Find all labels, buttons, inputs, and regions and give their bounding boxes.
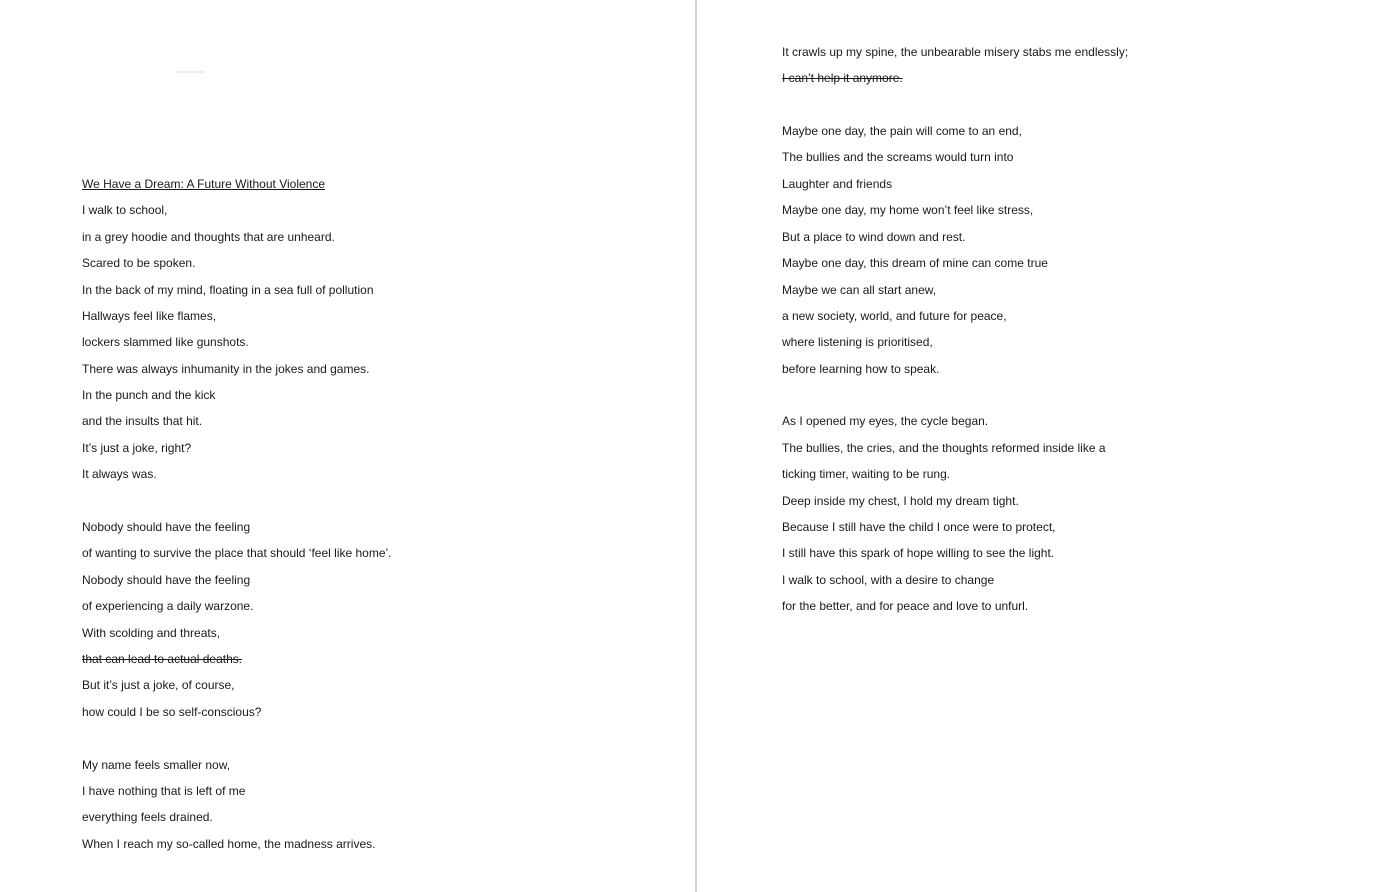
poem-line: With scolding and threats,: [82, 626, 221, 640]
poem-line: The bullies and the screams would turn into: [782, 150, 1014, 164]
poem-line: There was always inhumanity in the jokes and games.: [82, 362, 370, 376]
poem-line: My name feels smaller now,: [82, 758, 231, 772]
poem-line: Hallways feel like flames,: [82, 309, 217, 323]
poem-title: We Have a Dream: A Future Without Violence: [82, 177, 326, 191]
poem-line: Because I still have the child I once were to protect,: [782, 520, 1056, 534]
poem-line: When I reach my so-called home, the madness arrives.: [82, 837, 376, 851]
poem-line: in a grey hoodie and thoughts that are unheard.: [82, 230, 335, 244]
poem-line: lockers slammed like gunshots.: [82, 335, 249, 349]
poem-line: how could I be so self-conscious?: [82, 705, 262, 719]
poem-line: It’s just a joke, right?: [82, 441, 192, 455]
poem-line: But it’s just a joke, of course,: [82, 678, 235, 692]
poem-line: Maybe one day, my home won’t feel like stress,: [782, 203, 1034, 217]
poem-line-struck: that can lead to actual deaths.: [82, 652, 243, 666]
poem-line: of wanting to survive the place that should ‘feel like home’.: [82, 546, 392, 560]
poem-line: I have nothing that is left of me: [82, 784, 246, 798]
poem-line: It always was.: [82, 467, 157, 481]
poem-line: of experiencing a daily warzone.: [82, 599, 254, 613]
poem-line: before learning how to speak.: [782, 362, 940, 376]
poem-line: It crawls up my spine, the unbearable misery stabs me endlessly;: [782, 45, 1129, 59]
poem-line: and the insults that hit.: [82, 414, 203, 428]
poem-line: I walk to school,: [82, 203, 168, 217]
poem-line: As I opened my eyes, the cycle began.: [782, 414, 989, 428]
poem-line: everything feels drained.: [82, 810, 213, 824]
poem-line: The bullies, the cries, and the thoughts reformed inside like a: [782, 441, 1106, 455]
poem-line: Nobody should have the feeling: [82, 573, 251, 587]
header-mark: [177, 71, 205, 73]
poem-line: In the punch and the kick: [82, 388, 216, 402]
document-page-left: [0, 0, 695, 892]
poem-line: I still have this spark of hope willing to see the light.: [782, 546, 1055, 560]
poem-line: Laughter and friends: [782, 177, 893, 191]
poem-line: But a place to wind down and rest.: [782, 230, 966, 244]
poem-line: a new society, world, and future for peace,: [782, 309, 1007, 323]
poem-line: ticking timer, waiting to be rung.: [782, 467, 951, 481]
poem-line-struck: I can’t help it anymore.: [782, 71, 903, 85]
poem-line: Scared to be spoken.: [82, 256, 196, 270]
poem-line: Nobody should have the feeling: [82, 520, 251, 534]
poem-line: I walk to school, with a desire to change: [782, 573, 995, 587]
poem-line: Maybe we can all start anew,: [782, 283, 937, 297]
document-page-right: [697, 0, 1392, 892]
poem-line: Maybe one day, this dream of mine can come true: [782, 256, 1048, 270]
poem-line: for the better, and for peace and love to unfurl.: [782, 599, 1029, 613]
poem-line: where listening is prioritised,: [782, 335, 933, 349]
poem-line: In the back of my mind, floating in a sea full of pollution: [82, 283, 374, 297]
poem-line: Maybe one day, the pain will come to an end,: [782, 124, 1022, 138]
poem-line: Deep inside my chest, I hold my dream tight.: [782, 494, 1019, 508]
